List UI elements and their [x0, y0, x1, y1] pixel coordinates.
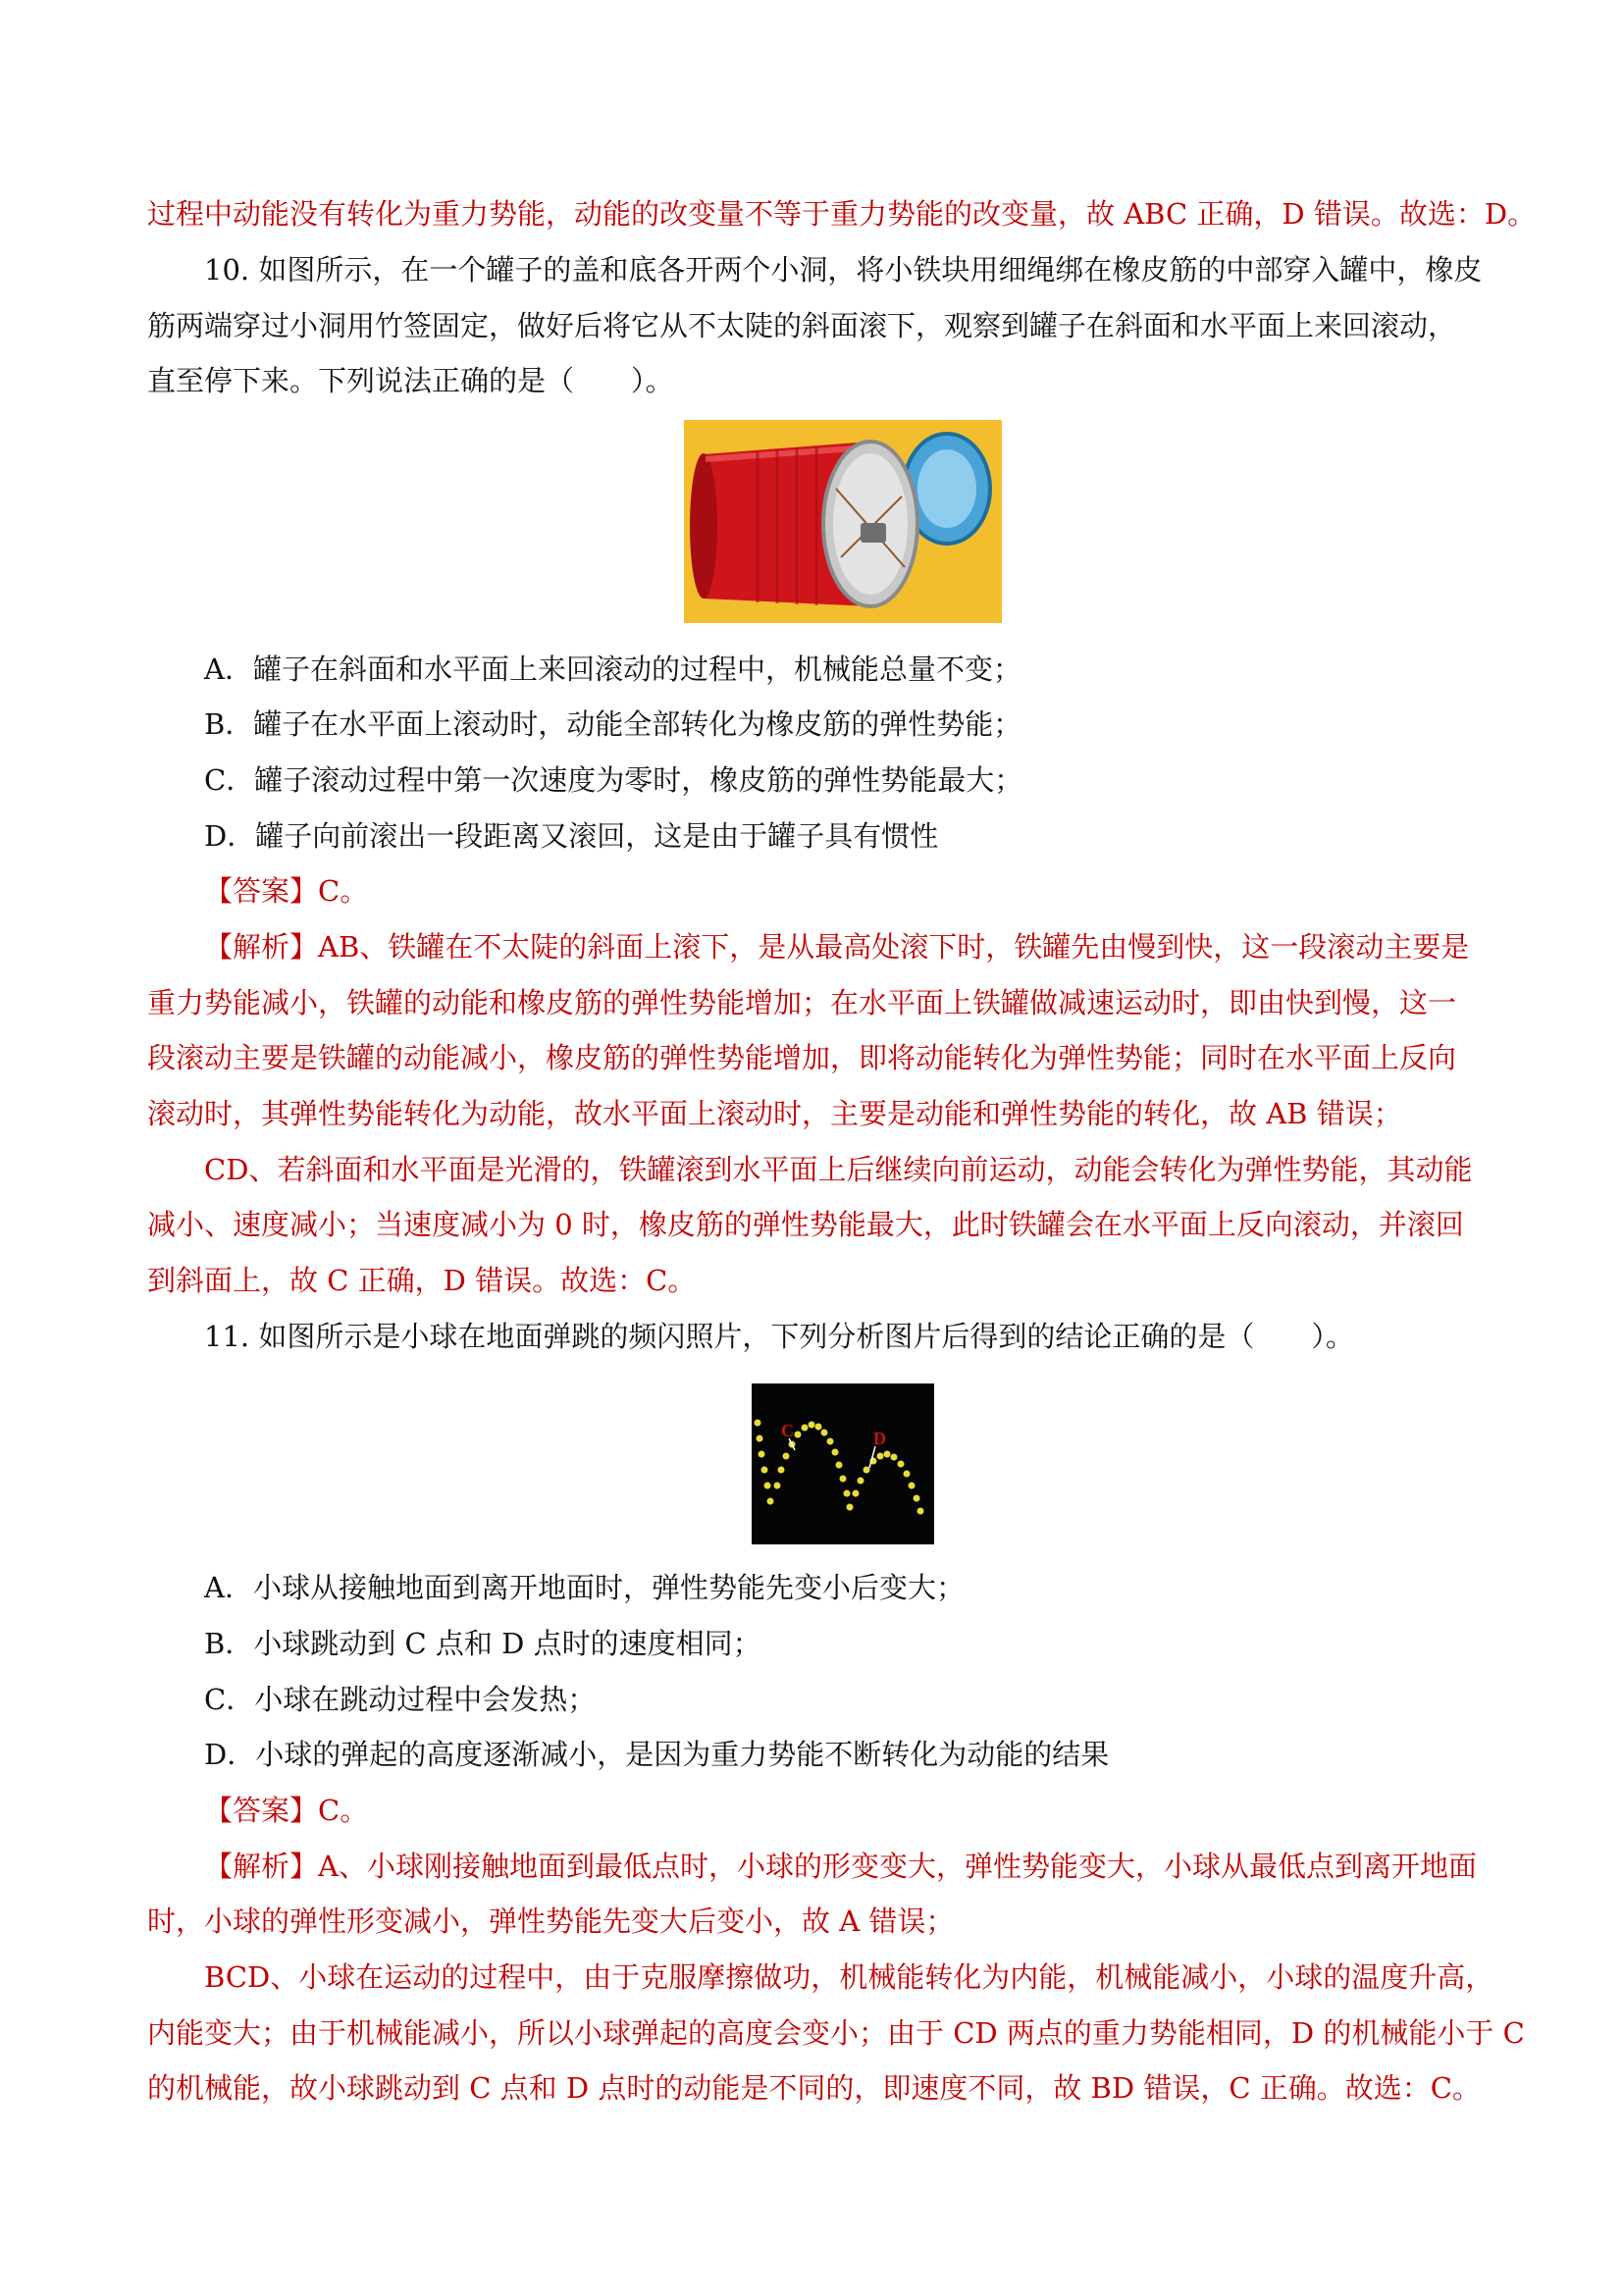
question-10-option-a: A．罐子在斜面和水平面上来回滚动的过程中，机械能总量不变； — [204, 652, 1021, 686]
question-10-explanation-3: 段滚动主要是铁罐的动能减小，橡皮筋的弹性势能增加，即将动能转化为弹性势能；同时在水平面上反向 — [147, 1041, 1457, 1074]
question-11-explanation-2: 时，小球的弹性形变减小，弹性势能先变大后变小，故 A 错误； — [147, 1905, 955, 1938]
question-10-line-1: 10. 如图所示，在一个罐子的盖和底各开两个小洞，将小铁块用细绳绑在橡皮筋的中部穿入罐中，橡皮 — [204, 253, 1483, 287]
question-10-explanation-6: 减小、速度减小；当速度减小为 0 时，橡皮筋的弹性势能最大，此时铁罐会在水平面上反向滚动，并滚回 — [147, 1208, 1464, 1241]
question-11-explanation-5: 的机械能，故小球跳动到 C 点和 D 点时的动能是不同的，即速度不同，故 BD 错误，C 正确。故选：C。 — [147, 2071, 1481, 2105]
question-11-option-b: B．小球跳动到 C 点和 D 点时的速度相同； — [204, 1627, 761, 1660]
question-10-answer: 【答案】C。 — [204, 874, 369, 908]
question-10-line-3: 直至停下来。下列说法正确的是（ ）。 — [147, 364, 674, 397]
question-11-option-d: D．小球的弹起的高度逐渐减小，是因为重力势能不断转化为动能的结果 — [204, 1738, 1110, 1771]
label-c: C — [781, 1421, 794, 1440]
question-10-option-c: C．罐子滚动过程中第一次速度为零时，橡皮筋的弹性势能最大； — [204, 763, 1023, 797]
question-10-option-b: B．罐子在水平面上滚动时，动能全部转化为橡皮筋的弹性势能； — [204, 707, 1022, 741]
question-10-explanation-7: 到斜面上，故 C 正确，D 错误。故选：C。 — [147, 1264, 697, 1297]
question-11-explanation-4: 内能变大；由于机械能减小，所以小球弹起的高度会变小；由于 CD 两点的重力势能相同，D 的机械能小于 C — [147, 2016, 1525, 2050]
can-figure — [684, 420, 1002, 623]
question-10-explanation-5: CD、若斜面和水平面是光滑的，铁罐滚到水平面上后继续向前运动，动能会转化为弹性势能，其动能 — [204, 1153, 1473, 1186]
question-10-line-2: 筋两端穿过小洞用竹签固定，做好后将它从不太陡的斜面滚下，观察到罐子在斜面和水平面上来回滚动， — [147, 309, 1457, 342]
question-11-option-c: C．小球在跳动过程中会发热； — [204, 1683, 597, 1716]
question-10-explanation-1: 【解析】AB、铁罐在不太陡的斜面上滚下，是从最高处滚下时，铁罐先由慢到快，这一段滚动主要是 — [204, 930, 1470, 964]
question-10-explanation-2: 重力势能减小，铁罐的动能和橡皮筋的弹性势能增加；在水平面上铁罐做减速运动时，即由快到慢，这一 — [147, 986, 1457, 1019]
question-11-option-a: A．小球从接触地面到离开地面时，弹性势能先变小后变大； — [204, 1571, 965, 1604]
question-11-answer: 【答案】C。 — [204, 1794, 369, 1827]
strobe-photo — [752, 1383, 934, 1544]
can-illustration — [684, 420, 1002, 623]
question-10-option-d: D．罐子向前滚出一段距离又滚回，这是由于罐子具有惯性 — [204, 819, 939, 853]
label-d: D — [873, 1429, 886, 1448]
question-11-line-1: 11. 如图所示是小球在地面弹跳的频闪照片，下列分析图片后得到的结论正确的是（ ）。 — [204, 1320, 1354, 1353]
bouncing-ball-figure — [752, 1383, 934, 1544]
prev-explanation-tail: 过程中动能没有转化为重力势能，动能的改变量不等于重力势能的改变量，故 ABC 正确，D 错误。故选：D。 — [147, 197, 1537, 231]
question-10-explanation-4: 滚动时，其弹性势能转化为动能，故水平面上滚动时，主要是动能和弹性势能的转化，故 AB 错误； — [147, 1097, 1402, 1130]
question-11-explanation-1: 【解析】A、小球刚接触地面到最低点时，小球的形变变大，弹性势能变大，小球从最低点到离开地面 — [204, 1850, 1477, 1883]
question-11-explanation-3: BCD、小球在运动的过程中，由于克服摩擦做功，机械能转化为内能，机械能减小，小球的温度升高， — [204, 1960, 1494, 1994]
